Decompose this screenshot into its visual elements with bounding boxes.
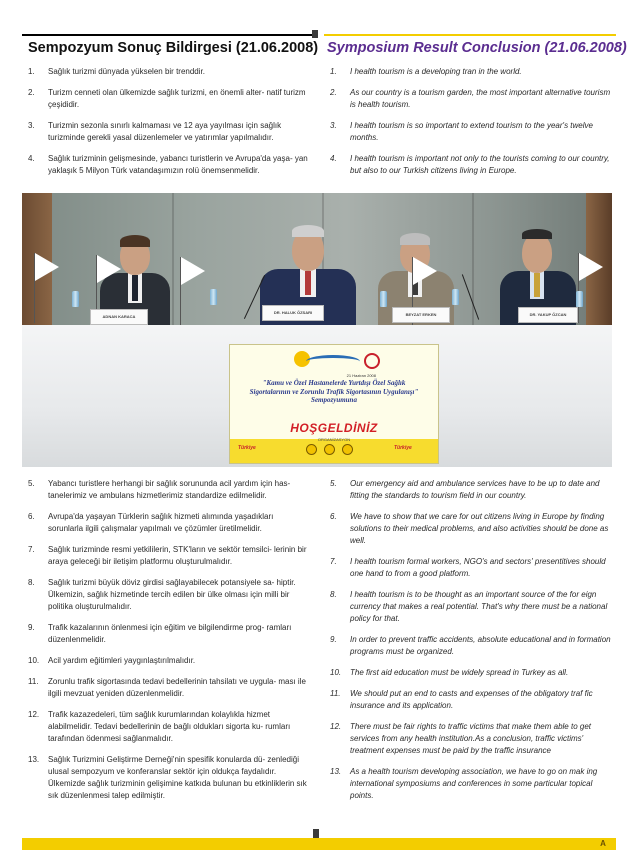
nameplate-4: DR. YAKUP ÖZCAN [518, 307, 578, 323]
list-item [28, 622, 310, 646]
list-item [330, 667, 612, 679]
list-item-number: 1. [28, 67, 35, 76]
list-item-number: 8. [28, 578, 35, 587]
title-english: Symposium Result Conclusion (21.06.2008) [327, 40, 627, 56]
list-item-number: 6. [28, 512, 35, 521]
banner-title: "Kamu ve Özel Hastanelerde Yurtdışı Özel Sağlık Sigortalarının ve Zorunlu Trafik Sigortasının Uygulanışı" Sempozyumuna [249, 379, 419, 404]
list-item-text: I health tourism formal workers, NGO's and sectors' presentitives should one hand to from a good platform. [350, 557, 606, 578]
list-item-number: 7. [330, 557, 337, 566]
list-item-number: 7. [28, 545, 35, 554]
list-item [330, 556, 612, 580]
list-item-text: Turizmin sezonla sınırlı kalmaması ve 12 aya yayılması için sağlık turizminde gerekli yasal düzenlemeler ve yatırımlar yapılmalıdır. [48, 121, 282, 142]
banner-logo-right: Türkiye [394, 445, 412, 451]
flag-icon [97, 255, 121, 283]
list-item-text: Trafik kazazedeleri, tüm sağlık kurumlarından kolaylıkla hizmet alabilmelidir. Tedavi bedellerinin de bağlı oldukları sigorta ku- rumları tarafından ödenmesi sağlanmalıdır. [48, 710, 291, 743]
flag-icon [181, 257, 205, 285]
list-item [28, 544, 310, 568]
list-item [28, 153, 308, 177]
list-item-text: Yabancı turistlere herhangi bir sağlık sorununda acil yardım için has- tanelerimiz ve ambulans hizmetlerimiz standardize edilmelidir. [48, 479, 291, 500]
list-item-text: Turizm cenneti olan ülkemizde sağlık turizmi, en önemli alter- natif turizm çeşididir. [48, 88, 306, 109]
list-item-text: We have to show that we care for out citizens living in Europe by finding solutions to their medical problems, and also activities should be done as well. [350, 512, 609, 545]
nameplate-2: DR. HALUK ÖZSARI [262, 305, 324, 321]
list-item-number: 11. [330, 689, 341, 698]
list-item-text: I health tourism is a developing tran in the world. [350, 67, 522, 76]
list-item [330, 634, 612, 658]
turkish-list-top [28, 66, 308, 186]
footer-bar [22, 838, 616, 850]
list-item [330, 478, 612, 502]
water-bottle [210, 289, 217, 305]
list-item-number: 2. [330, 88, 337, 97]
list-item-text: As our country is a tourism garden, the most important alternative tourism is health tourism. [350, 88, 611, 109]
list-item [28, 87, 308, 111]
list-item-text: Trafik kazalarının önlenmesi için eğitim ve bilgilendirme prog- ramları düzenlenmelidir. [48, 623, 292, 644]
list-item [330, 721, 612, 757]
list-item-text: There must be fair rights to traffic victims that make them able to get services from any health institution.As a conclusion, traffic victims' treatment expenses must be paid by the traffic insurance [350, 722, 591, 755]
welcome-banner [229, 344, 439, 464]
list-item-text: Sağlık turizminde resmi yetkililerin, STK'ların ve sektör temsilci- lerinin bir araya geleceği bir iletişim platformu oluşturulmalıdır. [48, 545, 307, 566]
column-divider-mark-bottom [313, 829, 319, 838]
list-item-number: 9. [28, 623, 35, 632]
list-item-text: I health tourism is to be thought as an important source of the for eign currency that makes a real potential. That's why there must be a national policy for that. [350, 590, 608, 623]
page-marker: A [600, 839, 606, 848]
list-item-number: 5. [28, 479, 35, 488]
list-item [330, 120, 612, 144]
list-item-number: 2. [28, 88, 35, 97]
flag-icon [579, 253, 603, 281]
wall-panel-line [172, 193, 174, 333]
top-rule-black [22, 34, 314, 36]
list-item-number: 1. [330, 67, 337, 76]
list-item-number: 3. [330, 121, 337, 130]
list-item-text: I health tourism is so important to extend tourism to the year's twelve months. [350, 121, 593, 142]
list-item-text: We should put an end to casts and expenses of the obligatory traf fic insurance and its application. [350, 689, 593, 710]
list-item-number: 12. [28, 710, 40, 719]
list-item-text: I health tourism is important not only to the tourists coming to our country, but also to our Turkish citizens living in Europe. [350, 154, 610, 175]
list-item [28, 66, 308, 78]
list-item-number: 4. [330, 154, 337, 163]
list-item [330, 153, 612, 177]
seal-icon [306, 444, 317, 455]
list-item [330, 66, 612, 78]
banner-org-label: ORGANİZASYON [317, 437, 351, 442]
top-rule [22, 34, 616, 36]
list-item-text: Sağlık Turizmini Geliştirme Derneği'nin spesifik konularda dü- zenlediği ulusal sempozyum ve konferanslar sektör için oldukça faydalıdır. Ülkemizde sağlık turizminin gelişimine katkıda bulunan bu etkinliklerin sık sık düzenlenmesi talep edilmiştir. [48, 755, 307, 800]
list-item [28, 754, 310, 802]
seal-icon [324, 444, 335, 455]
banner-date: 21 Haziran 2008 [346, 373, 376, 378]
flag-icon [413, 257, 437, 285]
list-item-number: 12. [330, 722, 342, 731]
list-item-number: 13. [28, 755, 40, 764]
list-item [330, 766, 612, 802]
list-item [28, 655, 310, 667]
list-item-number: 5. [330, 479, 337, 488]
turkish-list-bottom [28, 478, 310, 811]
list-item-number: 6. [330, 512, 337, 521]
english-list-top [330, 66, 612, 186]
water-bottle [576, 291, 583, 307]
english-list-bottom [330, 478, 612, 811]
list-item-number: 3. [28, 121, 35, 130]
flag-icon [35, 253, 59, 281]
list-item-text: Sağlık turizmi dünyada yükselen bir trenddir. [48, 67, 205, 76]
list-item [330, 511, 612, 547]
list-item [28, 709, 310, 745]
seal-icon [342, 444, 353, 455]
list-item-number: 9. [330, 635, 337, 644]
list-item [28, 120, 308, 144]
list-item-text: Acil yardım eğitimleri yaygınlaştırılmalıdır. [48, 656, 196, 665]
top-rule-yellow [324, 34, 616, 36]
banner-welcome: HOŞGELDİNİZ [290, 421, 378, 435]
list-item [28, 478, 310, 502]
symposium-photo [22, 193, 612, 467]
list-item [28, 676, 310, 700]
list-item-text: Avrupa'da yaşayan Türklerin sağlık hizmeti alımında yaşadıkları sorunlarla ilgili çalışmalar yapılmalı ve çözümler üretilmelidir. [48, 512, 274, 533]
banner-logo-left: Türkiye [238, 445, 256, 451]
list-item [330, 688, 612, 712]
column-divider-mark-top [312, 30, 318, 38]
list-item-number: 10. [28, 656, 40, 665]
list-item-number: 10. [330, 668, 342, 677]
red-ring-logo-icon [364, 353, 380, 369]
nameplate-1: ADNAN KARACA [90, 309, 148, 325]
list-item-text: Sağlık turizmi büyük döviz girdisi sağlayabilecek potansiyele sa- hiptir. Ülkemizin, sağlık hizmetinde tercih edilen bir ülke olması için milli bir politika oluşturulmalıdır. [48, 578, 296, 611]
list-item [28, 577, 310, 613]
water-bottle [380, 291, 387, 307]
list-item-number: 8. [330, 590, 337, 599]
list-item-text: As a health tourism developing association, we have to go on mak ing international symposiums and conferences in some particular topical points. [350, 767, 598, 800]
title-turkish: Sempozyum Sonuç Bildirgesi (21.06.2008) [28, 40, 319, 56]
water-bottle [452, 289, 459, 305]
list-item-number: 4. [28, 154, 35, 163]
list-item [28, 511, 310, 535]
nameplate-3: BEYZAT ERKEN [392, 307, 450, 323]
list-item [330, 87, 612, 111]
wall-panel-line [472, 193, 474, 333]
list-item-text: The first aid education must be widely spread in Turkey as all. [350, 668, 569, 677]
list-item-text: Our emergency aid and ambulance services have to be up to date and fitting the standards to tourism field in our country. [350, 479, 600, 500]
water-bottle [72, 291, 79, 307]
list-item-text: In order to prevent traffic accidents, absolute educational and in formation programs must be organized. [350, 635, 611, 656]
list-item [330, 589, 612, 625]
list-item-number: 11. [28, 677, 39, 686]
list-item-text: Zorunlu trafik sigortasında tedavi bedellerinin tahsilatı ve uygula- ması ile ilgili mevzuat yeniden düzenlenmelidir. [48, 677, 306, 698]
arc-logo-icon [306, 355, 360, 368]
list-item-number: 13. [330, 767, 342, 776]
list-item-text: Sağlık turizminin gelişmesinde, yabancı turistlerin ve Avrupa'da yaşa- yan yaklaşık 5 Milyon Türk vatandaşımızın rolü önemsenmelidir. [48, 154, 308, 175]
